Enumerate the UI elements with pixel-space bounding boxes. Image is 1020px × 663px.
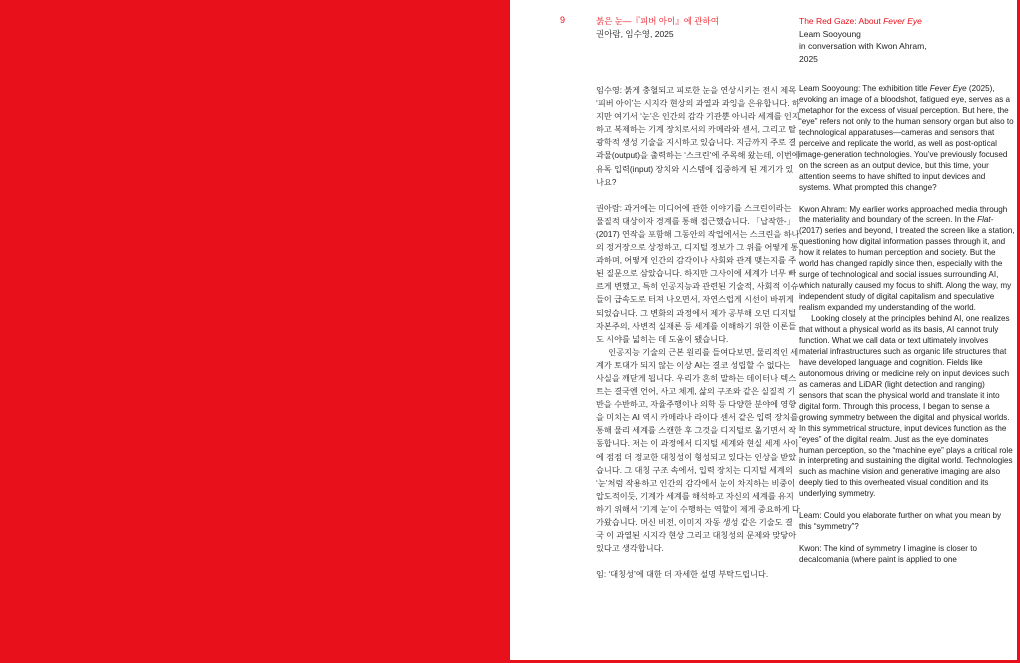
- korean-authors: 권아람, 임수영, 2025: [596, 28, 674, 39]
- english-paragraph: Leam Sooyoung: The exhibition title Fever Eye (2025), evoking an image of a bloodshot, fatigued eye, serves as a metaphor for the excess of visual perception. But here, the “eye” refers not only to the human sensory organ but also to technological apparatuses—cameras and sensors that perceive and replicate the world, as well as post-optical image-generation technologies. You’ve previously focused on the screen as an output device, but this time, your attention seems to have shifted to input devices and systems. What prompted this change?: [799, 84, 1014, 192]
- korean-column: [596, 84, 800, 594]
- english-conversation: in conversation with Kwon Ahram,: [799, 41, 927, 51]
- english-author: Leam Sooyoung: [799, 28, 861, 39]
- english-year: 2025: [799, 53, 818, 64]
- english-header: [799, 15, 1009, 65]
- page-number: 9: [560, 15, 566, 25]
- english-column: [799, 84, 1015, 577]
- english-paragraph: Leam: Could you elaborate further on what you mean by this “symmetry”?: [799, 511, 1002, 532]
- english-paragraph: Kwon Ahram: My earlier works approached media through the materiality and boundary of the screen. In the Flat- (2017) series and beyond, I treated the screen like a station, questioning how digital information passes through it, and how it relates to human perception and society. But the world has changed rapidly since then, especially with the surge of technological and social issues surrounding AI, which naturally caused my focus to shift. Along the way, my independent study of digital capitalism and speculative realism expanded my understanding of the world.: [799, 204, 1015, 313]
- korean-header: [596, 15, 719, 40]
- korean-paragraph: 임수영: 붉게 충혈되고 피로한 눈을 연상시키는 전시 제목 ‘피버 아이’는 시지각 현상의 과열과 과잉을 은유합니다. 하지만 여기서 ‘눈’은 인간의 감각 기관뿐 아니라 세계를 인지하고 복제하는 기계 장치로서의 카메라와 센서, 그리고 탈광학적 생성 기술을 지시하고 있습니다. 지금까지 주로 결과물(output)을 출력하는 ‘스크린’에 주목해 왔는데, 이번에 유독 입력(input) 장치와 시스템에 집중하게 된 계기가 있나요?: [596, 86, 800, 187]
- korean-paragraph: 권아람: 과거에는 미디어에 관한 이야기를 스크린이라는 물질적 대상이자 경계를 통해 접근했습니다. 「납작한-」(2017) 연작을 포함해 그동안의 작업에서는 스크린을 하나의 정거장으로 상정하고, 디지털 정보가 그 위를 어떻게 통과하며, 어떻게 인간의 감각이나 사회와 관계 맺는지를 주된 질문으로 삼았습니다. 하지만 그사이에 세계가 너무 빠르게 변했고, 특히 인공지능과 관련된 기술적, 사회적 이슈들이 급속도로 터져 나오면서, 자연스럽게 시선이 바뀌게 되었습니다. 그 변화의 과정에서 제가 공부해 오던 디지털 자본주의, 사변적 실재론 등 세계를 이해하기 위한 이론들도 시야를 넓히는 데 도움이 됐습니다.: [596, 203, 800, 344]
- english-title: The Red Gaze: About Fever Eye: [799, 16, 922, 26]
- english-paragraph: Kwon: The kind of symmetry I imagine is closer to decalcomania (where paint is applied to one: [799, 544, 977, 565]
- korean-title: 붉은 눈—『피버 아이』에 관하여: [596, 16, 719, 26]
- korean-paragraph: 임: ‘대칭성’에 대한 더 자세한 설명 부탁드립니다.: [596, 570, 769, 580]
- english-paragraph: Looking closely at the principles behind AI, one realizes that without a physical world as its basis, AI cannot truly function. What we call data or text ultimately involves material infrastructures such as organic life structures that have developed language and cognition. Fields like autonomous driving or medicine rely on input devices such as cameras and LiDAR (light detection and ranging) sensors that scan the physical world and translate it into digital form. Through this process, I began to sense a growing symmetry between the digital and physical worlds. In this symmetrical structure, input devices function as the “eyes” of the digital realm. Just as the eye dominates human perception, so the “machine eye” plays a critical role in interpreting and sustaining the digital world. Technologies such as machine vision and generative imaging are also deeply tied to this overheated visual condition and its underlying symmetry.: [799, 314, 1013, 499]
- korean-paragraph: 인공지능 기술의 근본 원리를 들여다보면, 물리적인 세계가 토대가 되지 않는 이상 AI는 결코 성립할 수 없다는 사실을 깨닫게 됩니다. 우리가 흔히 말하는 데이터나 텍스트는 결국엔 언어, 사고 체계, 삶의 구조와 같은 실질적 기반을 수반하고, 자율주행이나 의학 등 다양한 분야에 영향을 미치는 AI 역시 카메라나 라이다 센서 같은 입력 장치를 통해 물리 세계를 스캔한 후 그것을 디지털로 옮기면서 작동합니다. 저는 이 과정에서 디지털 세계와 현실 세계 사이에 점점 더 정교한 대칭성이 형성되고 있다는 인상을 받았습니다. 그 대칭 구조 속에서, 입력 장치는 디지털 세계의 ‘눈’처럼 작용하고 인간의 감각에서 눈이 차지하는 비중이 압도적이듯, 기계가 세계를 해석하고 자신의 세계를 유지하기 위해서 ‘기계 눈’이 수행하는 역할이 제게 중요하게 다가왔습니다. 머신 비전, 이미지 자동 생성 같은 기술도 결국 이 과열된 시지각 현상 그리고 대칭성의 문제와 맞닿아 있다고 생각합니다.: [596, 347, 800, 554]
- document-page: [510, 0, 1017, 660]
